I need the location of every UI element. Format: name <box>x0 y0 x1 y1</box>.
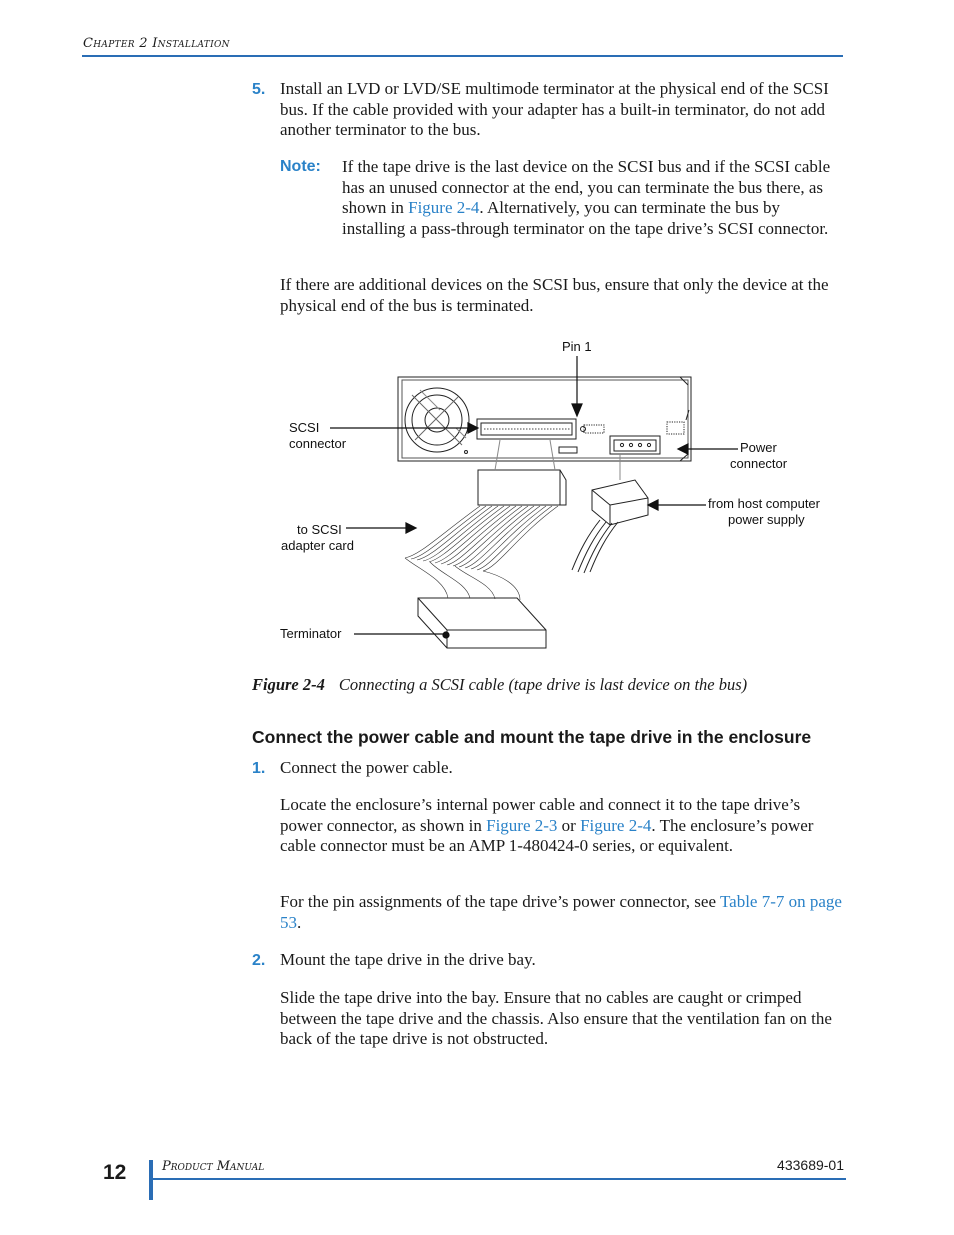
step-1-number: 1. <box>252 760 266 777</box>
header-rule <box>82 55 843 57</box>
power-cable-plug <box>572 454 648 573</box>
figure-2-4-link[interactable]: Figure 2-4 <box>580 815 652 835</box>
ribbon-cable-plug <box>478 440 566 505</box>
running-header: Chapter 2 Installation <box>83 36 230 51</box>
step-1-p2-after: . <box>297 912 302 932</box>
label-adapter-2: adapter card <box>281 538 354 553</box>
label-adapter-1: to SCSI <box>297 522 342 537</box>
step-2-title: Mount the tape drive in the drive bay. <box>280 950 536 969</box>
footer-vertical-bar <box>149 1160 153 1200</box>
footer-doc-number: 433689-01 <box>777 1157 844 1173</box>
note-text <box>342 157 842 239</box>
label-host-2: power supply <box>728 512 805 527</box>
terminator-block <box>418 598 546 648</box>
figure-caption-label: Figure 2-4 <box>252 675 325 694</box>
table-7-7-link[interactable]: Table 7-7 on page 53 <box>280 892 842 932</box>
step-5-text: Install an LVD or LVD/SE multimode terminator at the physical end of the SCSI bus. If the cable provided with your adapter has a built-in terminator, do not add another terminator to the bus. <box>280 79 829 139</box>
label-host-1: from host computer <box>708 496 820 511</box>
figure-2-3-link[interactable]: Figure 2-3 <box>486 815 558 835</box>
note-text-before: If the tape drive is the last device on the SCSI bus and if the SCSI cable has an unused connector at the end, you can terminate the bus there, as shown in <box>342 157 831 217</box>
scsi-connector-port <box>468 419 586 453</box>
label-power-1: Power <box>740 440 777 455</box>
figure-caption <box>252 675 747 695</box>
step-1-p1-after: . The enclosure’s power cable connector must be an AMP 1-480424-0 series, or equivalent. <box>280 815 814 855</box>
additional-devices-para: If there are additional devices on the SCSI bus, ensure that only the device at the physical end of the bus is terminated. <box>280 275 829 315</box>
step-1-p1-before: Locate the enclosure’s internal power cable and connect it to the tape drive’s power connector, as shown in <box>280 795 801 835</box>
label-power-2: connector <box>730 456 788 471</box>
footer-title: Product Manual <box>162 1159 265 1174</box>
label-terminator: Terminator <box>280 626 342 641</box>
step-1-para-2 <box>280 892 842 933</box>
step-1-p1-mid: or <box>557 815 581 835</box>
power-connector-port <box>610 436 660 454</box>
ribbon-cable <box>405 506 558 600</box>
step-1-para-1 <box>280 795 842 857</box>
section-heading: Connect the power cable and mount the tape drive in the enclosure <box>252 727 812 747</box>
figure-caption-text: Connecting a SCSI cable (tape drive is last device on the bus) <box>338 675 748 694</box>
step-1-p2-before: For the pin assignments of the tape drive’s power connector, see <box>280 892 720 911</box>
page-number: 12 <box>103 1161 127 1184</box>
label-scsi-2: connector <box>289 436 347 451</box>
step-5-number: 5. <box>252 81 266 98</box>
note-label: Note: <box>280 158 321 175</box>
note-text-after: . Alternatively, you can terminate the bus by installing a pass-through terminator on the tape drive’s SCSI connector. <box>342 198 829 238</box>
fan-icon <box>405 388 469 452</box>
step-2-number: 2. <box>252 952 266 969</box>
footer-rule <box>149 1178 846 1180</box>
step-1-title: Connect the power cable. <box>280 758 453 777</box>
scsi-connection-diagram <box>270 330 860 660</box>
label-pin1: Pin 1 <box>562 339 592 354</box>
label-scsi-1: SCSI <box>289 420 320 435</box>
step-2-para-1: Slide the tape drive into the bay. Ensure that no cables are caught or crimped between the tape drive and the chassis. Also ensure that the ventilation fan on the back of the tape drive is not obstructed. <box>280 988 832 1048</box>
note-figure-link[interactable]: Figure 2-4 <box>408 198 480 217</box>
